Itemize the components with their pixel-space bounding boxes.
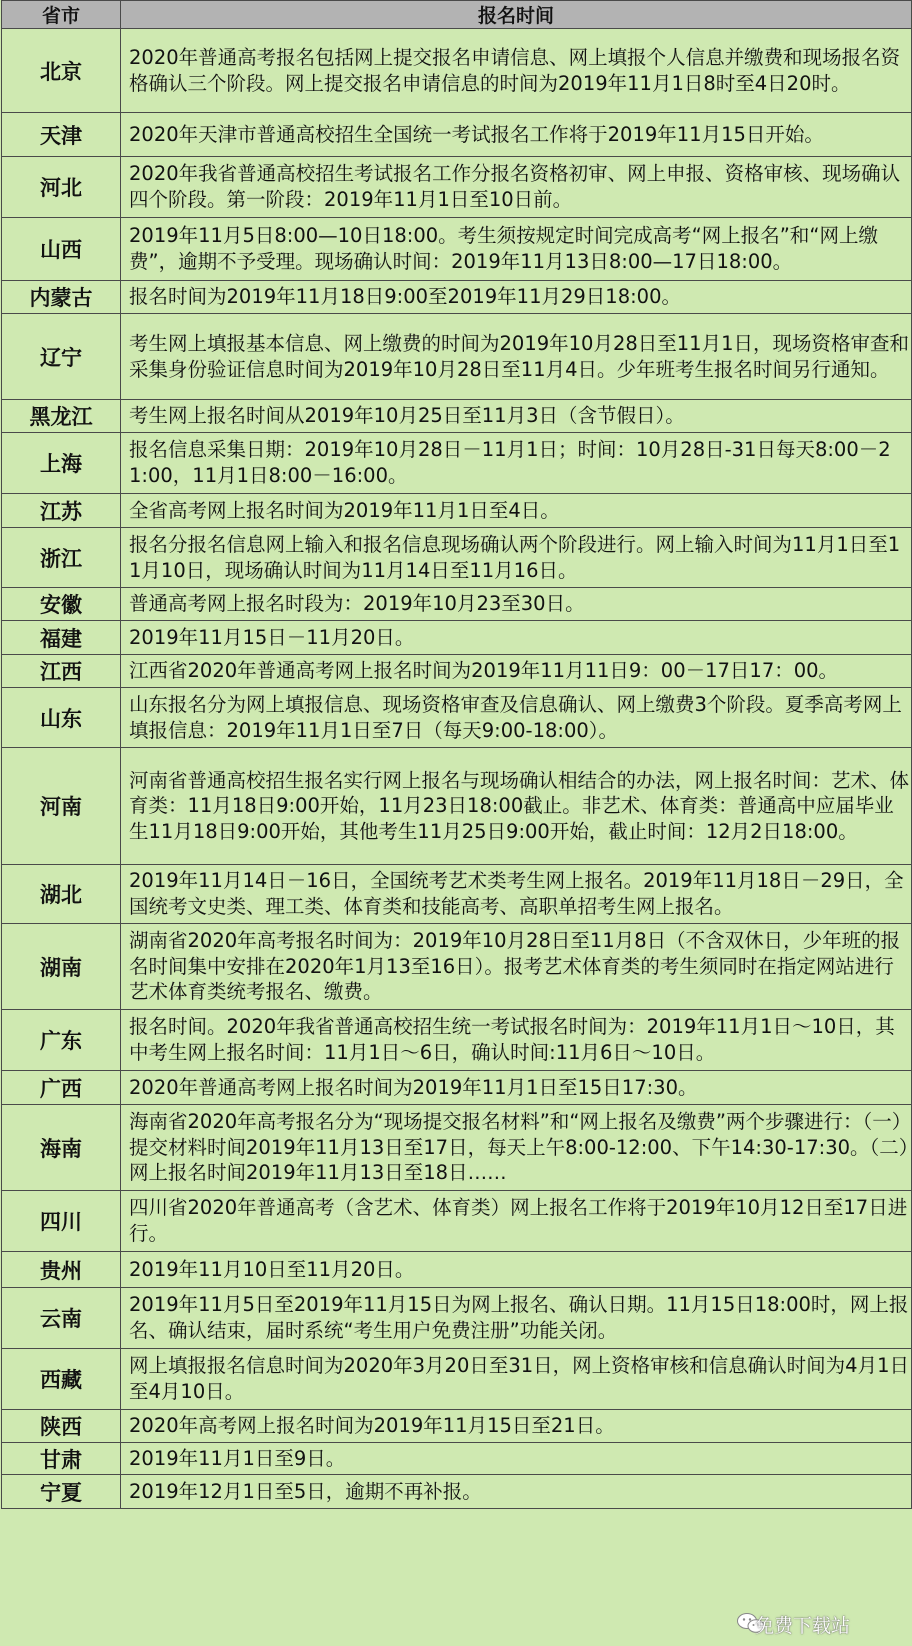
province-cell: 上海 [2, 433, 121, 494]
time-cell: 2019年11月15日－11月20日。 [121, 621, 912, 655]
time-cell: 2019年12月1日至5日，逾期不再补报。 [121, 1475, 912, 1509]
province-cell: 江西 [2, 655, 121, 688]
province-cell: 辽宁 [2, 314, 121, 400]
table-row [2, 1443, 912, 1475]
province-cell: 四川 [2, 1191, 121, 1252]
table-row [2, 1475, 912, 1509]
time-cell: 2020年我省普通高校招生考试报名工作分报名资格初审、网上申报、资格审核、现场确认四个阶段。第一阶段：2019年11月1日至10日前。 [121, 157, 912, 218]
table-row [2, 1191, 912, 1252]
table-row [2, 218, 912, 281]
province-cell: 西藏 [2, 1349, 121, 1410]
watermark-text: 免费下载站 [754, 1615, 850, 1637]
time-cell: 湖南省2020年高考报名时间为：2019年10月28日至11月8日（不含双休日，少年班的报名时间集中安排在2020年1月13至16日）。报考艺术体育类的考生须同时在指定网站进行艺术体育类统考报名、缴费。 [121, 924, 912, 1010]
time-cell: 2019年11月1日至9日。 [121, 1443, 912, 1475]
registration-time-table [1, 0, 912, 1509]
province-cell: 河南 [2, 748, 121, 865]
time-cell: 2020年天津市普通高校招生全国统一考试报名工作将于2019年11月15日开始。 [121, 113, 912, 157]
table-row [2, 157, 912, 218]
time-cell: 网上填报报名信息时间为2020年3月20日至31日，网上资格审核和信息确认时间为4月1日至4月10日。 [121, 1349, 912, 1410]
province-cell: 湖北 [2, 865, 121, 924]
time-cell: 报名信息采集日期：2019年10月28日－11月1日；时间：10月28日-31日每天8:00－21:00，11月1日8:00－16:00。 [121, 433, 912, 494]
time-cell: 2019年11月5日8:00—10日18:00。考生须按规定时间完成高考“网上报名”和“网上缴费”，逾期不予受理。现场确认时间：2019年11月13日8:00—17日18:00。 [121, 218, 912, 281]
province-cell: 浙江 [2, 528, 121, 588]
time-cell: 报名时间为2019年11月18日9:00至2019年11月29日18:00。 [121, 281, 912, 314]
table-row [2, 1410, 912, 1443]
time-cell: 考生网上填报基本信息、网上缴费的时间为2019年10月28日至11月1日，现场资格审查和采集身份验证信息时间为2019年10月28日至11月4日。少年班考生报名时间另行通知。 [121, 314, 912, 400]
table-row [2, 1349, 912, 1410]
time-cell: 山东报名分为网上填报信息、现场资格审查及信息确认、网上缴费3个阶段。夏季高考网上填报信息：2019年11月1日至7日（每天9:00-18:00）。 [121, 688, 912, 748]
table-row [2, 113, 912, 157]
province-column-header: 省市 [2, 1, 121, 29]
province-cell: 陕西 [2, 1410, 121, 1443]
time-cell: 2019年11月14日－16日，全国统考艺术类考生网上报名。2019年11月18日－29日，全国统考文史类、理工类、体育类和技能高考、高职单招考生网上报名。 [121, 865, 912, 924]
table-row [2, 1252, 912, 1288]
province-cell: 山东 [2, 688, 121, 748]
table-row [2, 924, 912, 1010]
province-cell: 黑龙江 [2, 400, 121, 433]
table-row [2, 1105, 912, 1191]
province-cell: 山西 [2, 218, 121, 281]
province-cell: 福建 [2, 621, 121, 655]
table-row [2, 400, 912, 433]
table-row [2, 655, 912, 688]
province-cell: 云南 [2, 1288, 121, 1349]
table-row [2, 748, 912, 865]
province-cell: 贵州 [2, 1252, 121, 1288]
table-row [2, 688, 912, 748]
time-cell: 全省高考网上报名时间为2019年11月1日至4日。 [121, 494, 912, 528]
table-row [2, 29, 912, 113]
province-cell: 河北 [2, 157, 121, 218]
time-cell: 普通高考网上报名时段为：2019年10月23至30日。 [121, 588, 912, 621]
time-cell: 2020年普通高考报名包括网上提交报名申请信息、网上填报个人信息并缴费和现场报名资格确认三个阶段。网上提交报名申请信息的时间为2019年11月1日8时至4日20时。 [121, 29, 912, 113]
time-cell: 河南省普通高校招生报名实行网上报名与现场确认相结合的办法，网上报名时间：艺术、体育类：11月18日9:00开始，11月23日18:00截止。非艺术、体育类：普通高中应届毕业生11月18日9:00开始，其他考生11月25日9:00开始，截止时间：12月2日18:00。 [121, 748, 912, 865]
table-row [2, 865, 912, 924]
table-row [2, 314, 912, 400]
table-row [2, 1071, 912, 1105]
time-column-header: 报名时间 [121, 1, 912, 29]
table-row [2, 1010, 912, 1071]
time-cell: 考生网上报名时间从2019年10月25日至11月3日（含节假日）。 [121, 400, 912, 433]
province-cell: 广西 [2, 1071, 121, 1105]
time-cell: 2019年11月5日至2019年11月15日为网上报名、确认日期。11月15日18:00时，网上报名、确认结束，届时系统“考生用户免费注册”功能关闭。 [121, 1288, 912, 1349]
time-cell: 四川省2020年普通高考（含艺术、体育类）网上报名工作将于2019年10月12日至17日进行。 [121, 1191, 912, 1252]
province-cell: 甘肃 [2, 1443, 121, 1475]
time-cell: 报名时间。2020年我省普通高校招生统一考试报名时间为：2019年11月1日～10日，其中考生网上报名时间：11月1日～6日，确认时间:11月6日～10日。 [121, 1010, 912, 1071]
province-cell: 江苏 [2, 494, 121, 528]
time-cell: 2019年11月10日至11月20日。 [121, 1252, 912, 1288]
province-cell: 安徽 [2, 588, 121, 621]
table-header-row [2, 1, 912, 29]
table-row [2, 281, 912, 314]
table-row [2, 433, 912, 494]
table-row [2, 621, 912, 655]
time-cell: 报名分报名信息网上输入和报名信息现场确认两个阶段进行。网上输入时间为11月1日至11月10日，现场确认时间为11月14日至11月16日。 [121, 528, 912, 588]
table-row [2, 588, 912, 621]
table-row [2, 1288, 912, 1349]
province-cell: 宁夏 [2, 1475, 121, 1509]
province-cell: 北京 [2, 29, 121, 113]
time-cell: 海南省2020年高考报名分为“现场提交报名材料”和“网上报名及缴费”两个步骤进行：（一）提交材料时间2019年11月13日至17日，每天上午8:00-12:00、下午14:30-17:30。（二）网上报名时间2019年11月13日至18日…… [121, 1105, 912, 1191]
province-cell: 海南 [2, 1105, 121, 1191]
table-row [2, 528, 912, 588]
time-cell: 2020年高考网上报名时间为2019年11月15日至21日。 [121, 1410, 912, 1443]
province-cell: 天津 [2, 113, 121, 157]
province-cell: 湖南 [2, 924, 121, 1010]
province-cell: 内蒙古 [2, 281, 121, 314]
table-row [2, 494, 912, 528]
province-cell: 广东 [2, 1010, 121, 1071]
time-cell: 江西省2020年普通高考网上报名时间为2019年11月11日9：00－17日17：00。 [121, 655, 912, 688]
time-cell: 2020年普通高考网上报名时间为2019年11月1日至15日17:30。 [121, 1071, 912, 1105]
